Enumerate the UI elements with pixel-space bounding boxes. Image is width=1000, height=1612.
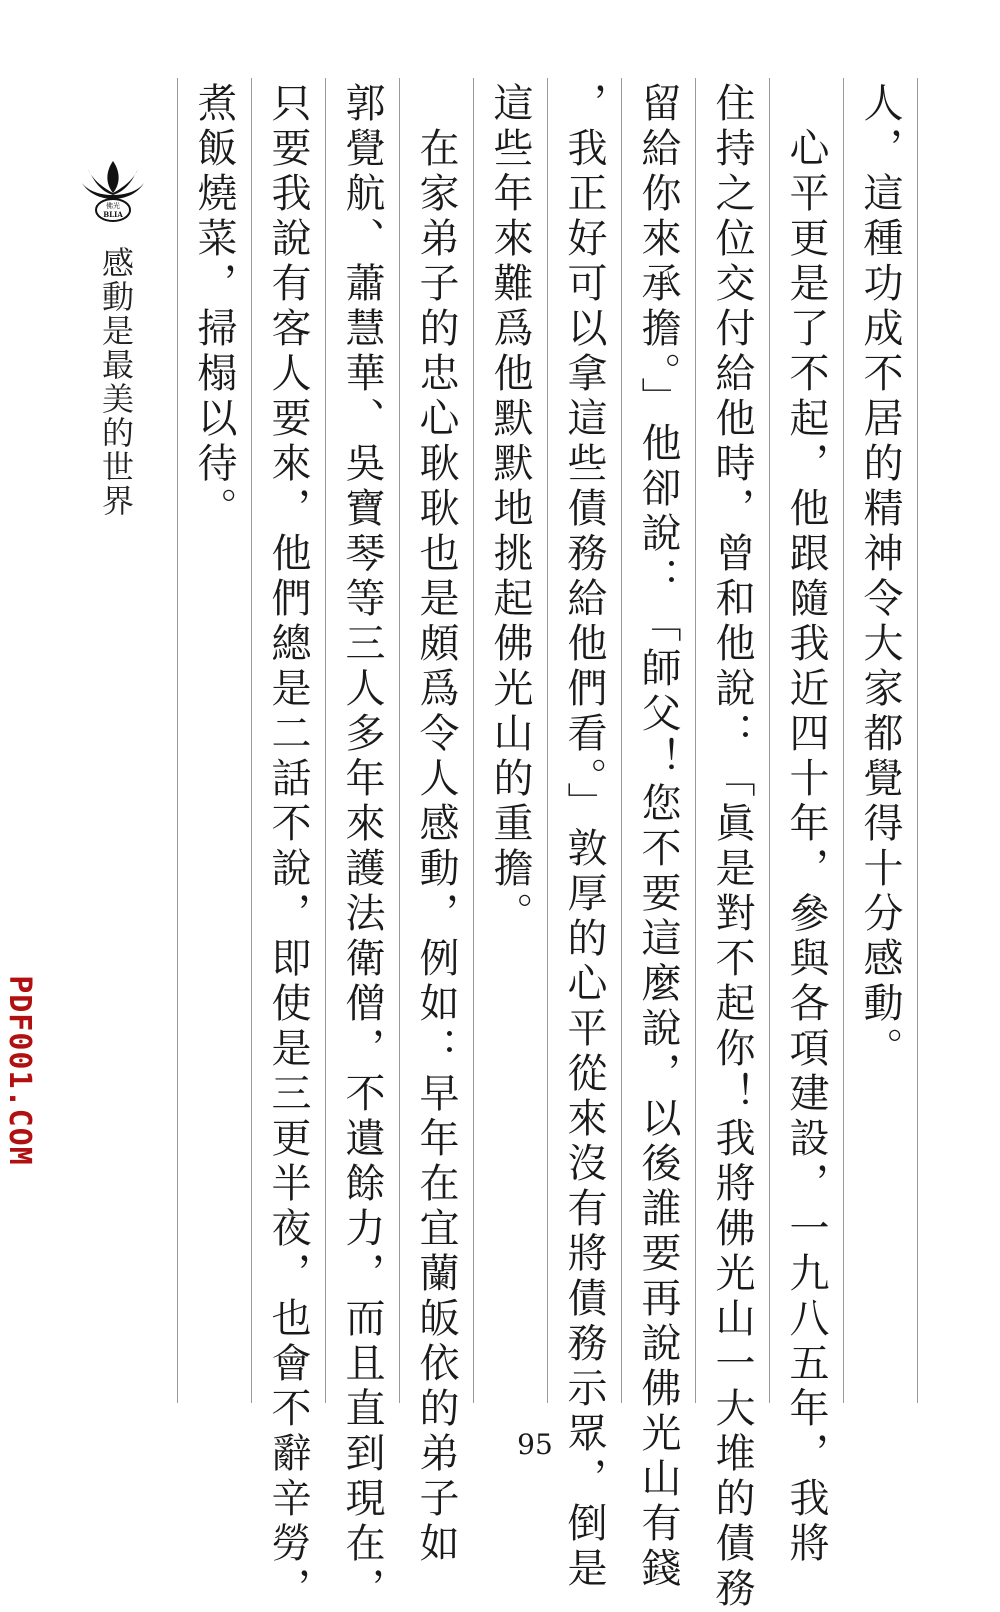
running-title: 感動是最美的世界: [97, 246, 135, 518]
text-column-4: 留給你來承擔。」他卻說：「師父！您不要這麼說，以後誰要再說佛光山有錢: [635, 82, 681, 1592]
column-rule: [399, 78, 400, 1403]
column-rule: [547, 78, 548, 1403]
text-column-2: 心平更是了不起，他跟隨我近四十年，參與各項建設，一九八五年，我將: [783, 82, 829, 1567]
column-rule: [843, 78, 844, 1403]
column-rule: [251, 78, 252, 1403]
watermark: [0, 975, 38, 1165]
text-column-3: 住持之位交付給他時，曾和他說：「眞是對不起你！我將佛光山一大堆的債務: [709, 82, 755, 1612]
text-column-8: 郭覺航、蕭慧華、吳寶琴等三人多年來護法衛僧，不遺餘力，而且直到現在，: [339, 82, 385, 1612]
text-column-10: 煮飯燒菜，掃榻以待。: [191, 82, 237, 532]
column-rule: [621, 78, 622, 1403]
text-column-7: 在家弟子的忠心耿耿也是頗爲令人感動，例如：早年在宜蘭皈依的弟子如: [413, 82, 459, 1567]
column-rule: [917, 78, 918, 1403]
column-rule: [325, 78, 326, 1403]
column-rule: [695, 78, 696, 1403]
text-column-9: 只要我說有客人要來，他們總是二話不說，即使是三更半夜，也會不辭辛勞，: [265, 82, 311, 1612]
text-column-1: 人，這種功成不居的精神令大家都覺得十分感動。: [857, 82, 903, 1072]
watermark-text: PDF001.COM: [1, 974, 37, 1166]
column-rule: [769, 78, 770, 1403]
svg-text:BLIA: BLIA: [103, 210, 123, 219]
text-column-6: 這些年來難爲他默默地挑起佛光山的重擔。: [487, 82, 533, 937]
svg-text:佛光: 佛光: [106, 202, 120, 210]
lotus-logo-icon: [78, 155, 148, 225]
column-rule: [177, 78, 178, 1403]
text-column-5: ，我正好可以拿這些債務給他們看。」敦厚的心平從來沒有將債務示眾，倒是: [561, 82, 607, 1592]
page-number: 95: [517, 1428, 553, 1461]
column-rule: [473, 78, 474, 1403]
